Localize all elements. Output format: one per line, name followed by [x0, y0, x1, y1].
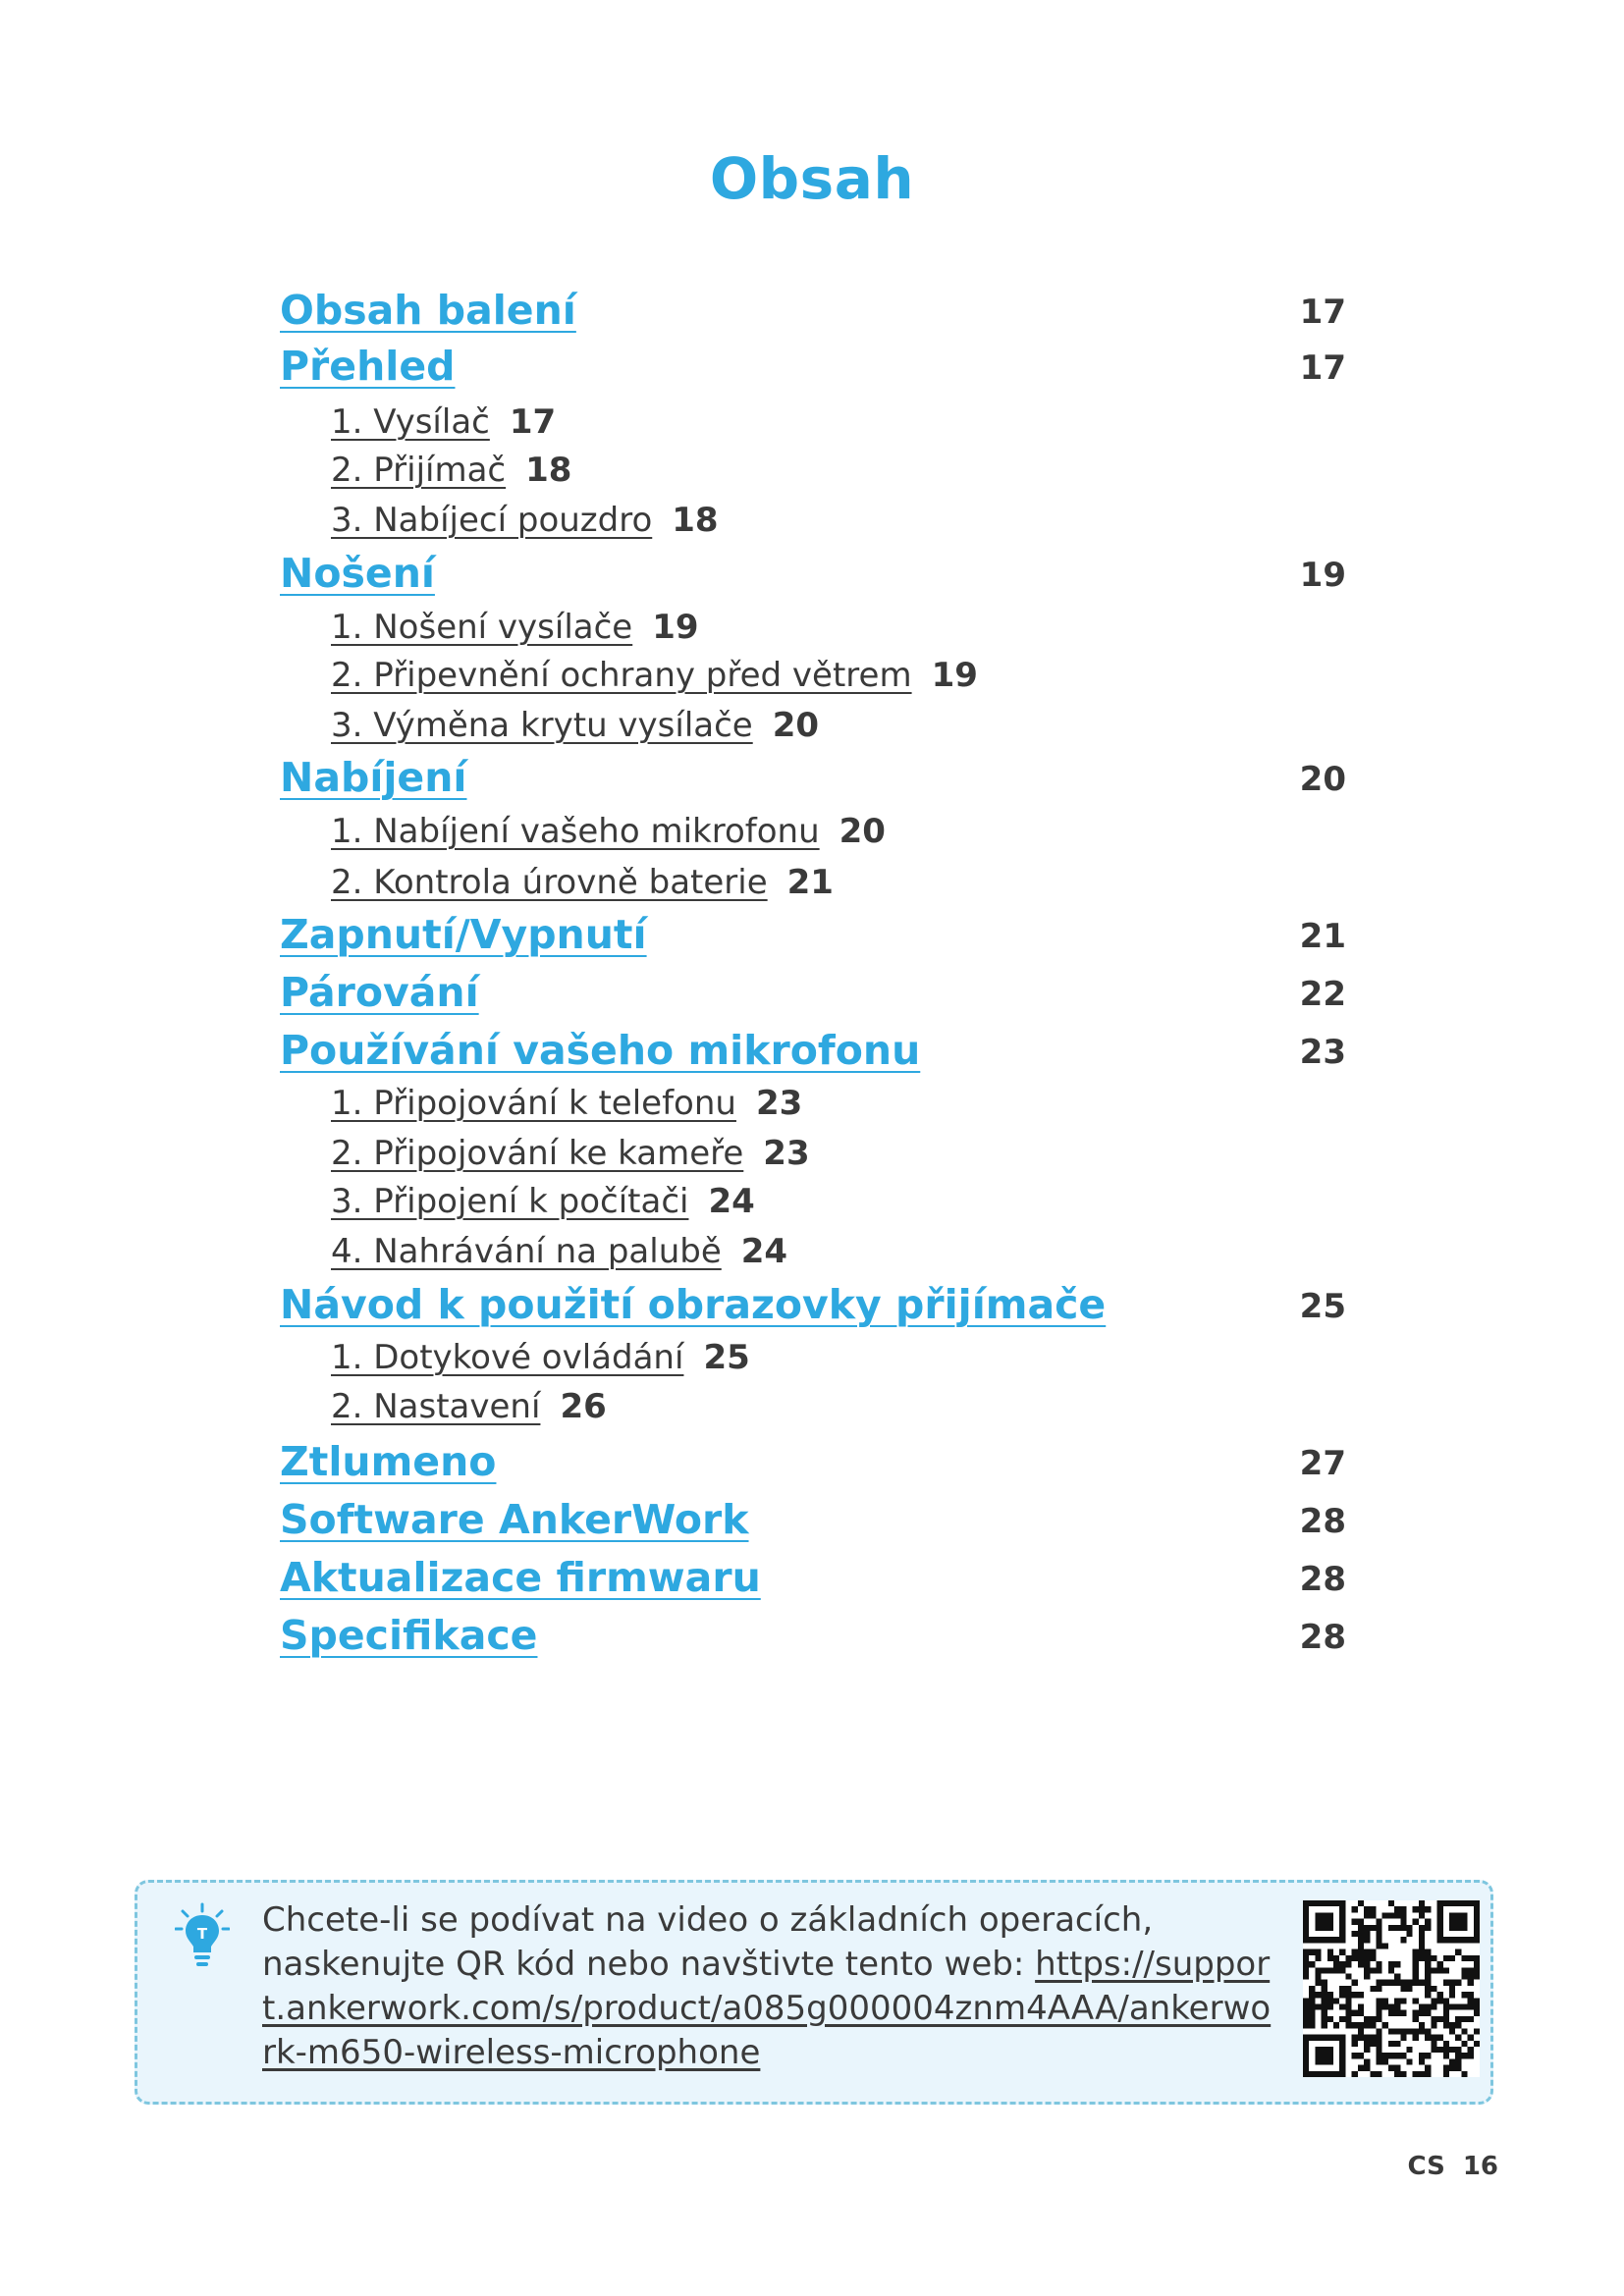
toc-page-number: 19 [652, 608, 699, 647]
toc-subentry [331, 656, 978, 695]
bulb-letter: T [196, 1925, 208, 1943]
toc-page-number: 20 [839, 812, 886, 851]
toc-page-number: 28 [1299, 1502, 1346, 1541]
toc-link-noseni[interactable]: Nošení [280, 550, 435, 597]
toc-page-number: 23 [1299, 1033, 1346, 1072]
toc-link-nabijeni[interactable]: Nabíjení [280, 754, 467, 801]
toc-link-navod-obrazovky[interactable]: Návod k použití obrazovky přijímače [280, 1281, 1107, 1328]
toc-link-software-ankerwork[interactable]: Software AnkerWork [280, 1496, 749, 1543]
qr-code[interactable] [1303, 1900, 1480, 2077]
toc-page-number: 18 [672, 501, 719, 540]
toc-page-number: 20 [772, 706, 820, 745]
toc-page-number: 20 [1299, 760, 1346, 799]
toc-page-number: 23 [755, 1084, 803, 1123]
qr-code-icon [1303, 1900, 1480, 2077]
toc-page-number: 18 [525, 451, 572, 490]
toc-sublink-nabijeni-mikrofonu[interactable]: 1. Nabíjení vašeho mikrofonu [331, 812, 820, 851]
toc-link-specifikace[interactable]: Specifikace [280, 1612, 538, 1659]
tip-text [262, 1898, 1283, 2075]
toc-page-number: 25 [1299, 1287, 1346, 1326]
toc-page-number: 21 [1299, 917, 1346, 956]
toc-sublink-pripevneni-ochrany[interactable]: 2. Připevnění ochrany před větrem [331, 656, 912, 695]
toc-link-aktualizace-firmwaru[interactable]: Aktualizace firmwaru [280, 1554, 761, 1601]
toc-page-number: 17 [1299, 348, 1346, 388]
toc-sublink-dotykove-ovladani[interactable]: 1. Dotykové ovládání [331, 1338, 684, 1377]
toc-subentry [331, 706, 819, 745]
page-number: 16 [1462, 2152, 1498, 2181]
toc-sublink-noseni-vysilace[interactable]: 1. Nošení vysílače [331, 608, 633, 647]
toc-page-number: 24 [708, 1182, 755, 1221]
toc-subentry [331, 1182, 755, 1221]
support-url-link[interactable]: https://support.ankerwork.com/s/product/a085g000004znm4AAA/ankerwork-m650-wireless-microphone [262, 1945, 1272, 2072]
toc-link-pouzivani-mikrofonu[interactable]: Používání vašeho mikrofonu [280, 1027, 921, 1074]
toc-subentry [331, 501, 719, 540]
toc-subentry [331, 1232, 787, 1271]
toc-page-number: 21 [786, 863, 834, 902]
toc-page-number: 25 [703, 1338, 750, 1377]
toc-subentry [331, 608, 699, 647]
page-footer [1408, 2152, 1498, 2181]
toc-subentry [331, 1084, 802, 1123]
toc-sublink-vysilac[interactable]: 1. Vysílač [331, 402, 490, 442]
toc-subentry [331, 451, 571, 490]
toc-subentry [331, 812, 886, 851]
toc-page-number: 24 [740, 1232, 788, 1271]
toc-page-number: 23 [763, 1134, 810, 1173]
toc-link-parovani[interactable]: Párování [280, 969, 479, 1016]
toc-page-number: 17 [1299, 293, 1346, 332]
toc-sublink-pripojeni-pocitac[interactable]: 3. Připojení k počítači [331, 1182, 689, 1221]
toc-sublink-nastaveni[interactable]: 2. Nastavení [331, 1387, 541, 1426]
toc-page-number: 19 [1299, 556, 1346, 595]
toc-page-number: 28 [1299, 1618, 1346, 1657]
toc-sublink-kontrola-baterie[interactable]: 2. Kontrola úrovně baterie [331, 863, 768, 902]
toc-page-number: 19 [931, 656, 978, 695]
toc-link-ztlumeno[interactable]: Ztlumeno [280, 1438, 497, 1485]
toc-subentry [331, 402, 556, 442]
toc-subentry [331, 863, 834, 902]
toc-sublink-nabijeci-pouzdro[interactable]: 3. Nabíjecí pouzdro [331, 501, 653, 540]
tip-message: Chcete-li se podívat na video o základních operacích, naskenujte QR kód nebo navštivte tento web: [262, 1900, 1154, 1984]
lightbulb-icon [175, 1902, 230, 1973]
toc-sublink-vymena-krytu[interactable]: 3. Výměna krytu vysílače [331, 706, 753, 745]
toc-page-number: 26 [560, 1387, 607, 1426]
toc-subentry [331, 1387, 607, 1426]
language-code: CS [1407, 2152, 1445, 2181]
toc-sublink-pripojovani-kamera[interactable]: 2. Připojování ke kameře [331, 1134, 744, 1173]
toc-page-number: 27 [1299, 1444, 1346, 1483]
toc-link-obsah-baleni[interactable]: Obsah balení [280, 287, 576, 334]
tip-box [135, 1880, 1493, 2105]
toc-sublink-pripojovani-telefon[interactable]: 1. Připojování k telefonu [331, 1084, 736, 1123]
toc-page-number: 17 [509, 402, 557, 442]
toc-sublink-prijimac[interactable]: 2. Přijímač [331, 451, 507, 490]
toc-sublink-nahravani-palube[interactable]: 4. Nahrávání na palubě [331, 1232, 722, 1271]
page-title: Obsah [709, 145, 915, 212]
toc-subentry [331, 1134, 810, 1173]
toc-subentry [331, 1338, 750, 1377]
toc-page-number: 22 [1299, 975, 1346, 1014]
toc-link-prehled[interactable]: Přehled [280, 343, 456, 390]
toc-page-number: 28 [1299, 1560, 1346, 1599]
toc-link-zapnuti-vypnuti[interactable]: Zapnutí/Vypnutí [280, 911, 647, 958]
